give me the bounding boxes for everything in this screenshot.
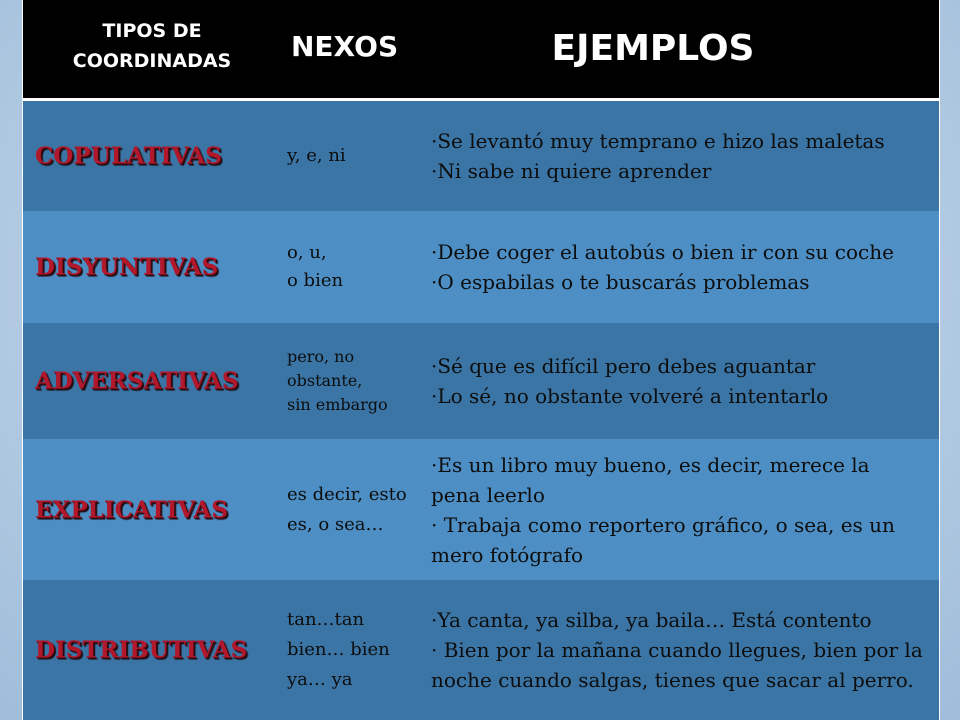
ejemplo-line: · Trabaja como reportero gráfico, o sea, es un mero fotógrafo — [431, 512, 895, 567]
ejemplo-line: ·Sé que es difícil pero debes aguantar — [431, 354, 816, 378]
ejemplo-line: ·Es un libro muy bueno, es decir, merece la pena leerlo — [431, 452, 870, 507]
ejemplo-line: ·O espabilas o te buscarás problemas — [431, 270, 810, 294]
table-header — [23, 0, 939, 101]
ejemplos-cell — [431, 605, 923, 695]
ejemplo-line: ·Ya canta, ya silba, ya baila… Está contento — [431, 608, 872, 632]
ejemplo-line: ·Se levantó muy temprano e hizo las maletas — [431, 129, 885, 153]
ejemplos-cell — [431, 237, 923, 297]
nexos-cell: es decir, esto es, o sea… — [287, 483, 407, 535]
nexos-cell: tan…tan bien… bien ya… ya — [287, 609, 390, 690]
tipo-label: DISYUNTIVAS — [35, 253, 219, 281]
table-row-disyuntivas — [23, 211, 939, 323]
ejemplos-cell — [431, 126, 923, 186]
ejemplo-line: · Bien por la mañana cuando llegues, bien por la noche cuando salgas, tienes que sacar al perro. — [431, 638, 923, 692]
ejemplos-cell — [431, 351, 923, 411]
tipo-label: COPULATIVAS — [35, 142, 222, 170]
header-nexos: NEXOS — [291, 30, 399, 63]
table-row-explicativas — [23, 439, 939, 580]
ejemplos-cell — [431, 450, 923, 570]
tipo-label: DISTRIBUTIVAS — [35, 636, 248, 664]
table-row-distributivas — [23, 580, 939, 720]
tipo-label: EXPLICATIVAS — [35, 496, 228, 523]
nexos-cell: o, u, o bien — [287, 242, 344, 291]
nexos-cell: y, e, ni — [287, 145, 346, 166]
table-row-copulativas — [23, 101, 939, 211]
coordinadas-table — [22, 0, 940, 720]
table-row-adversativas — [23, 323, 939, 439]
ejemplo-line: ·Ni sabe ni quiere aprender — [431, 159, 712, 183]
ejemplo-line: ·Lo sé, no obstante volveré a intentarlo — [431, 384, 829, 408]
header-tipos: TIPOS DE COORDINADAS — [72, 20, 232, 72]
ejemplo-line: ·Debe coger el autobús o bien ir con su coche — [431, 240, 894, 264]
header-ejemplos: EJEMPLOS — [551, 28, 755, 69]
nexos-cell: pero, no obstante, sin embargo — [287, 347, 388, 414]
tipo-label: ADVERSATIVAS — [35, 367, 239, 395]
